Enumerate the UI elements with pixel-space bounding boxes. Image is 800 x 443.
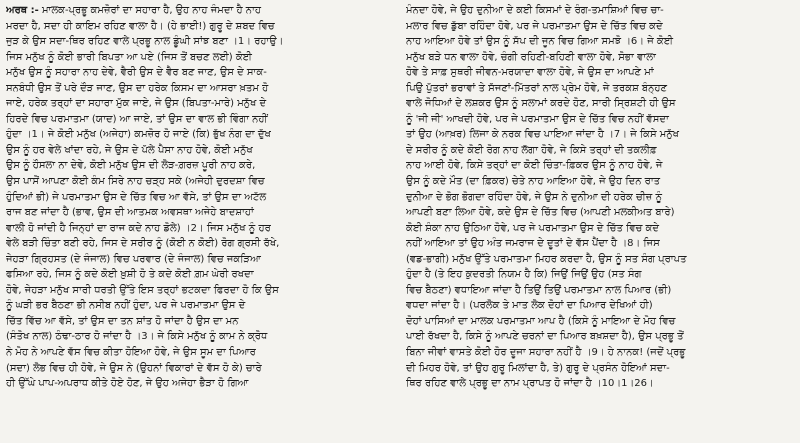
text-line: ਦੇ ਸਰੀਰ ਨੂੰ ਕਦੇ ਕੋਈ ਰੋਗ ਨਾਹ ਲੱਗਾ ਹੋਵੇ, ਜੇ ਕਿਸੇ ਤਰ੍ਹਾਂ ਦੀ ਤਕਲੀਫ਼ bbox=[406, 144, 657, 156]
text-line: ਫਸਿਆ ਰਹੇ, ਜਿਸ ਨੂੰ ਕਦੇ ਕੋਈ ਖ਼ੁਸ਼ੀ ਹੋ ਤੇ ਕਦੇ ਕੋਈ ਗ਼ਮ ਘੇਰੀ ਰਖਦਾ bbox=[6, 269, 254, 281]
text-line: ਉਸ ਨੂੰ ਹਰ ਵੇਲੇ ਖਾਂਦਾ ਰਹੇ, ਜੇ ਉਸ ਦੇ ਪੱਲੇ ਪੈਸਾ ਨਾਹ ਹੋਵੇ, ਕੋਈ ਮਨੁੱਖ bbox=[6, 144, 253, 156]
text-column-left bbox=[6, 3, 390, 443]
text-line: ਪਿਉ ਪੁੱਤਰਾਂ ਭਰਾਵਾਂ ਤੇ ਸੱਜਣਾਂ-ਮਿੱਤਰਾਂ ਨਾਲ ਪ੍ਰੇਮ ਹੋਵੇ, ਜੇ ਤਰਕਸ਼ ਬੰਨ੍ਹਣ bbox=[406, 82, 668, 94]
text-line: ਮਨੁੱਖ ਉਸ ਨੂੰ ਸਹਾਰਾ ਨਾਹ ਦੇਵੇ, ਵੈਰੀ ਉਸ ਦੇ ਵੈਰ ਬਣ ਜਾਣ, ਉਸ ਦੇ ਸਾਕ- bbox=[6, 67, 267, 79]
text-line: ਜਿਸ ਮਨੁੱਖ ਨੂੰ ਕੋਈ ਭਾਰੀ ਬਿਪਤਾ ਆ ਪਏ (ਜਿਸ ਤੋਂ ਬਚਣ ਲਈ) ਕੋਈ bbox=[6, 51, 252, 63]
text-line: (ਵਡ-ਭਾਗੀ) ਮਨੁੱਖ ਉੱਤੇ ਪਰਮਾਤਮਾ ਮਿਹਰ ਕਰਦਾ ਹੈ, ਉਸ ਨੂੰ ਸਤ ਸੰਗ ਪ੍ਰਾਪਤ bbox=[406, 253, 687, 265]
text-line: ਹੋਵੇ, ਜੇਹੜਾ ਮਨੁੱਖ ਸਾਰੀ ਧਰਤੀ ਉੱਤੇ ਇਸ ਤਰ੍ਹਾਂ ਭਟਕਦਾ ਫਿਰਦਾ ਹੋ ਕਿ ਉਸ bbox=[6, 284, 279, 296]
text-line: ਤਾਂ ਉਹ (ਆਖ਼ਰ) ਲਿਜਾ ਕੇ ਨਰਕ ਵਿਚ ਪਾਇਆ ਜਾਂਦਾ ਹੈ ।7। ਜੇ ਕਿਸੇ ਮਨੁੱਖ bbox=[406, 129, 679, 141]
text-line: ਮਨੁੱਖ ਬੜੇ ਧਨ ਵਾਲਾ ਹੋਵੇ, ਚੰਗੀ ਰਹਿਣੀ-ਬਹਿਣੀ ਵਾਲਾ ਹੋਵੇ, ਸੋਭਾ ਵਾਲਾ bbox=[406, 51, 656, 63]
text-line: ਦੀ ਮਿਹਰ ਹੋਵੇ, ਤਾਂ ਉਹ ਗੁਰੂ ਮਿਲਾਂਦਾ ਹੈ, ਤੇ) ਗੁਰੂ ਦੇ ਪ੍ਰਸੰਨ ਹੋਇਆਂ ਸਦਾ- bbox=[406, 362, 670, 374]
text-line: ਚਿੱਤ ਵਿੱਚ ਆ ਵੱਸੇ, ਤਾਂ ਉਸ ਦਾ ਤਨ ਸ਼ਾਂਤ ਹੋ ਜਾਂਦਾ ਹੈ ਉਸ ਦਾ ਮਨ bbox=[6, 315, 239, 327]
text-line: ਉਸ ਨੂੰ ਹੌਸਲਾ ਨਾ ਦੇਵੇ, ਕੋਈ ਮਨੁੱਖ ਉਸ ਦੀ ਲੋੜ-ਗ਼ਰਜ਼ ਪੂਰੀ ਨਾਹ ਕਰੇ, bbox=[6, 160, 256, 172]
text-line: ਨੂੰ ਘੜੀ ਭਰ ਬੈਠਣਾ ਭੀ ਨਸੀਬ ਨਹੀਂ ਹੁੰਦਾ, ਪਰ ਜੇ ਪਰਮਾਤਮਾ ਉਸ ਦੇ bbox=[6, 300, 246, 312]
text-line: ਵਿਚ ਬੈਠਣਾ) ਵਧਾਇਆ ਜਾਂਦਾ ਹੈ ਤਿਉਂ ਤਿਉਂ ਪਰਮਾਤਮਾ ਨਾਲ ਪਿਆਰ (ਭੀ) bbox=[406, 284, 672, 296]
text-line: ਨਹੀਂ ਆਇਆ ਤਾਂ ਉਹ ਅੰਤ ਜਮਰਾਜ ਦੇ ਦੂਤਾਂ ਦੇ ਵੱਸ ਪੈਂਦਾ ਹੈ ।8। ਜਿਸ bbox=[406, 238, 660, 250]
text-line: (ਸੰਤੋਖ ਨਾਲ) ਠੰਢਾ-ਠਾਰ ਹੋ ਜਾਂਦਾ ਹੈ ।3। ਜੇ ਕਿਸੇ ਮਨੁੱਖ ਨੂੰ ਕਾਮ ਨੇ ਕ੍ਰੋਧ bbox=[6, 331, 268, 343]
text-line: ਜਾਏ, ਹਰੇਕ ਤਰ੍ਹਾਂ ਦਾ ਸਹਾਰਾ ਮੁੱਕ ਜਾਏ, ਜੇ ਉਸ (ਬਿਪਤਾ-ਮਾਰੇ) ਮਨੁੱਖ ਦੇ bbox=[6, 98, 267, 110]
text-line: ਨਾਹ ਆਈ ਹੋਵੇ, ਕਿਸੇ ਤਰ੍ਹਾਂ ਦਾ ਕੋਈ ਚਿੰਤਾ-ਫ਼ਿਕਰ ਉਸ ਨੂੰ ਨਾਹ ਹੋਵੇ, ਜੇ bbox=[406, 160, 663, 172]
text-line: ਹੁੰਦਾ ਹੈ (ਤੇ ਇਹ ਕੁਦਰਤੀ ਨਿਯਮ ਹੈ ਕਿ) ਜਿਉਂ ਜਿਉਂ ਉਹ (ਸਤ ਸੰਗ bbox=[406, 269, 642, 281]
text-line: ਮਲਾਰ ਵਿਚ ਡੁੱਬਾ ਰਹਿੰਦਾ ਹੋਵੇ, ਪਰ ਜੇ ਪਰਮਾਤਮਾ ਉਸ ਦੇ ਚਿੱਤ ਵਿਚ ਕਦੇ bbox=[406, 20, 663, 32]
text-line: ਮੰਨਦਾ ਹੋਵੇ, ਜੇ ਉਹ ਦੁਨੀਆ ਦੇ ਕਈ ਕਿਸਮਾਂ ਦੇ ਰੰਗ-ਤਮਾਸ਼ਿਆਂ ਵਿਚ ਚਾ- bbox=[406, 5, 664, 16]
text-line: ਦੁਨੀਆ ਦੇ ਭੋਗ ਭੋਗਦਾ ਰਹਿੰਦਾ ਹੋਵੇ, ਜੇ ਉਸ ਨੇ ਦੁਨੀਆ ਦੀ ਹਰੇਕ ਚੀਜ਼ ਨੂੰ bbox=[406, 191, 662, 203]
text-line: ਹਿਰਦੇ ਵਿਚ ਪਰਮਾਤਮਾ (ਯਾਦ) ਆ ਜਾਏ, ਤਾਂ ਉਸ ਦਾ ਵਾਲ ਭੀ ਵਿੰਗਾ ਨਹੀਂ bbox=[6, 113, 268, 125]
text-line: ਜੇਹੜਾ ਗ੍ਰਿਹਸਤ (ਦੇ ਜੰਜਾਲ) ਵਿਚ ਪਰਵਾਰ (ਦੇ ਜੰਜਾਲ) ਵਿਚ ਜਕੜਿਆ bbox=[6, 253, 261, 265]
text-line: ਵੇਲੇ ਬੜੀ ਚਿੰਤਾ ਬਣੀ ਰਹੇ, ਜਿਸ ਦੇ ਸਰੀਰ ਨੂੰ (ਕੋਈ ਨ ਕੋਈ) ਰੋਗ ਗ੍ਰਸੀ ਰੱਖੇ, bbox=[6, 238, 280, 250]
text-line: ਵਾਲੇ ਜੋਧਿਆਂ ਦੇ ਲਸ਼ਕਰ ਉਸ ਨੂੰ ਸਲਾਮਾਂ ਕਰਦੇ ਹੋਣ, ਸਾਰੀ ਸ੍ਰਿਸ਼ਟੀ ਹੀ ਉਸ bbox=[406, 98, 676, 110]
text-line: ਦੋਹਾਂ ਪਾਸਿਆਂ ਦਾ ਮਾਲਕ ਪਰਮਾਤਮਾ ਆਪ ਹੈ (ਕਿਸੇ ਨੂੰ ਮਾਇਆ ਦੇ ਮੋਹ ਵਿਚ bbox=[406, 315, 676, 327]
text-line: ਥਿਰ ਰਹਿਣ ਵਾਲੇ ਪ੍ਰਭੂ ਦਾ ਨਾਮ ਪ੍ਰਾਪਤ ਹੋ ਜਾਂਦਾ ਹੈ ।10।1।26। bbox=[406, 378, 654, 390]
text-line: ਵਧਦਾ ਜਾਂਦਾ ਹੈ। (ਪਰਲੋਕ ਤੇ ਮਾਤ ਲੋਕ ਦੋਹਾਂ ਦਾ ਪਿਆਰ ਦੇਖਿਆਂ ਹੀ) bbox=[406, 300, 653, 312]
text-line: ਬਿਨਾ ਜੀਵਾਂ ਵਾਸਤੇ ਕੋਈ ਹੋਰ ਦੂਜਾ ਸਹਾਰਾ ਨਹੀਂ ਹੈ ।9। ਹੇ ਨਾਨਕ! (ਜਦੋਂ ਪ੍ਰਭੂ bbox=[406, 347, 686, 359]
text-column-right bbox=[406, 3, 790, 443]
text-line: ਹੁੰਦਿਆਂ ਭੀ) ਜੇ ਪਰਮਾਤਮਾ ਉਸ ਦੇ ਚਿੱਤ ਵਿਚ ਆ ਵੱਸੇ, ਤਾਂ ਉਸ ਦਾ ਅਟੱਲ bbox=[6, 191, 267, 203]
text-line: ਉਸ ਨੂੰ ਕਦੇ ਮੌਤ (ਦਾ ਫ਼ਿਕਰ) ਚੇਤੇ ਨਾਹ ਆਇਆ ਹੋਵੇ, ਜੇ ਉਹ ਦਿਨ ਰਾਤ bbox=[406, 176, 661, 188]
text-line: ਪਾਈ ਰੱਖਦਾ ਹੈ, ਕਿਸੇ ਨੂੰ ਆਪਣੇ ਚਰਨਾਂ ਦਾ ਪਿਆਰ ਬਖ਼ਸ਼ਦਾ ਹੈ), ਉਸ ਪ੍ਰਭੂ ਤੋਂ bbox=[406, 331, 684, 343]
text-line: ਨੂੰ 'ਜੀ ਜੀ' ਆਖਦੀ ਹੋਵੇ, ਪਰ ਜੇ ਪਰਮਾਤਮਾ ਉਸ ਦੇ ਚਿੱਤ ਵਿਚ ਨਹੀਂ ਵੱਸਦਾ bbox=[406, 113, 669, 125]
text-line: ਹੀ ਉੱਘੇ ਪਾਪ-ਅਪਰਾਧ ਕੀਤੇ ਹੋਏ ਹੋਣ, ਜੇ ਉਹ ਅਜੇਹਾ ਭੈੜਾ ਹੋ ਗਿਆ bbox=[6, 378, 249, 390]
text-line: ਕੋਈ ਸ਼ੰਕਾ ਨਾਹ ਉਠਿਆ ਹੋਵੇ, ਪਰ ਜੇ ਪਰਮਾਤਮਾ ਉਸ ਦੇ ਚਿੱਤ ਵਿਚ ਕਦੇ bbox=[406, 222, 659, 234]
text-line: ਨੇ ਮੋਹ ਨੇ ਆਪਣੇ ਵੱਸ ਵਿਚ ਕੀਤਾ ਹੋਇਆ ਹੋਵੇ, ਜੇ ਉਸ ਸੂਮ ਦਾ ਪਿਆਰ bbox=[6, 347, 256, 359]
text-line: ਸਨਬੰਧੀ ਉਸ ਤੋਂ ਪਰੇ ਦੌੜ ਜਾਣ, ਉਸ ਦਾ ਹਰੇਕ ਕਿਸਮ ਦਾ ਆਸਰਾ ਖ਼ਤਮ ਹੋ bbox=[6, 82, 269, 94]
text-line: ਅਰਥ :- ਮਾਲਕ-ਪ੍ਰਭੂ ਕਮਜ਼ੋਰਾਂ ਦਾ ਸਹਾਰਾ ਹੈ, ਉਹ ਨਾਹ ਜੰਮਦਾ ਹੈ ਨਾਹ bbox=[6, 5, 262, 16]
text-line: ਰਾਜ ਬਣ ਜਾਂਦਾ ਹੈ (ਭਾਵ, ਉਸ ਦੀ ਆਤਮਕ ਅਵਸਥਾ ਅਜੇਹੇ ਬਾਦਸ਼ਾਹਾਂ bbox=[6, 207, 254, 219]
text-line: ਜੁੜ ਕੇ ਉਸ ਸਦਾ-ਥਿਰ ਰਹਿਣ ਵਾਲੇ ਪ੍ਰਭੂ ਨਾਲ ਡੂੰਘੀ ਸਾਂਝ ਬਣਾ ।1। ਰਹਾਉ। bbox=[6, 36, 284, 48]
meaning-label: ਅਰਥ :- bbox=[6, 5, 39, 16]
text-line: ਵਾਲੀ ਹੋ ਜਾਂਦੀ ਹੈ ਜਿਨ੍ਹਾਂ ਦਾ ਰਾਜ ਕਦੇ ਨਾਹ ਡੋਲੇ) ।2। ਜਿਸ ਮਨੁੱਖ ਨੂੰ ਹਰ bbox=[6, 222, 271, 234]
text-line: ਮਰਦਾ ਹੈ, ਸਦਾ ਹੀ ਕਾਇਮ ਰਹਿਣ ਵਾਲਾ ਹੈ। (ਹੇ ਭਾਈ!) ਗੁਰੂ ਦੇ ਸ਼ਬਦ ਵਿਚ bbox=[6, 20, 275, 32]
text-line: ਹੋਵੇ ਤੇ ਸਾਫ਼ ਸੁਥਰੀ ਜੀਵਨ-ਮਰਯਾਦਾ ਵਾਲਾ ਹੋਵੇ, ਜੇ ਉਸ ਦਾ ਆਪਣੇ ਮਾਂ bbox=[406, 67, 654, 79]
text-line: ਉਸ ਪਾਸੋਂ ਆਪਣਾ ਕੋਈ ਕੰਮ ਸਿਰੇ ਨਾਹ ਚੜ੍ਹ ਸਕੇ (ਅਜੇਹੀ ਦੁਰਦਸ਼ਾ ਵਿਚ bbox=[6, 176, 265, 188]
text-line: ਨਾਹ ਆਇਆ ਹੋਵੇ ਤਾਂ ਉਸ ਨੂੰ ਸੱਪ ਦੀ ਜੂਨ ਵਿਚ ਗਿਆ ਸਮਝੋ ।6। ਜੇ ਕੋਈ bbox=[406, 36, 674, 48]
text-line: ਆਪਣੀ ਬਣਾ ਲਿਆ ਹੋਵੇ, ਕਦੇ ਉਸ ਦੇ ਚਿੱਤ ਵਿਚ (ਆਪਣੀ ਮਲਕੀਅਤ ਬਾਰੇ) bbox=[406, 207, 675, 219]
text-line: ਹੁੰਦਾ ।1। ਜੇ ਕੋਈ ਮਨੁੱਖ (ਅਜੇਹਾ) ਕਮਜ਼ੋਰ ਹੋ ਜਾਏ (ਕਿ) ਭੁੱਖ ਨੰਗ ਦਾ ਦੁੱਖ bbox=[6, 129, 271, 141]
text-line: (ਸਦਾ) ਲੋਭ ਵਿਚ ਹੀ ਹੋਵੇ, ਜੇ ਉਸ ਨੇ (ਉਹਨਾਂ ਵਿਕਾਰਾਂ ਦੇ ਵੱਸ ਹੋ ਕੇ) ਚਾਰੇ bbox=[6, 362, 262, 374]
